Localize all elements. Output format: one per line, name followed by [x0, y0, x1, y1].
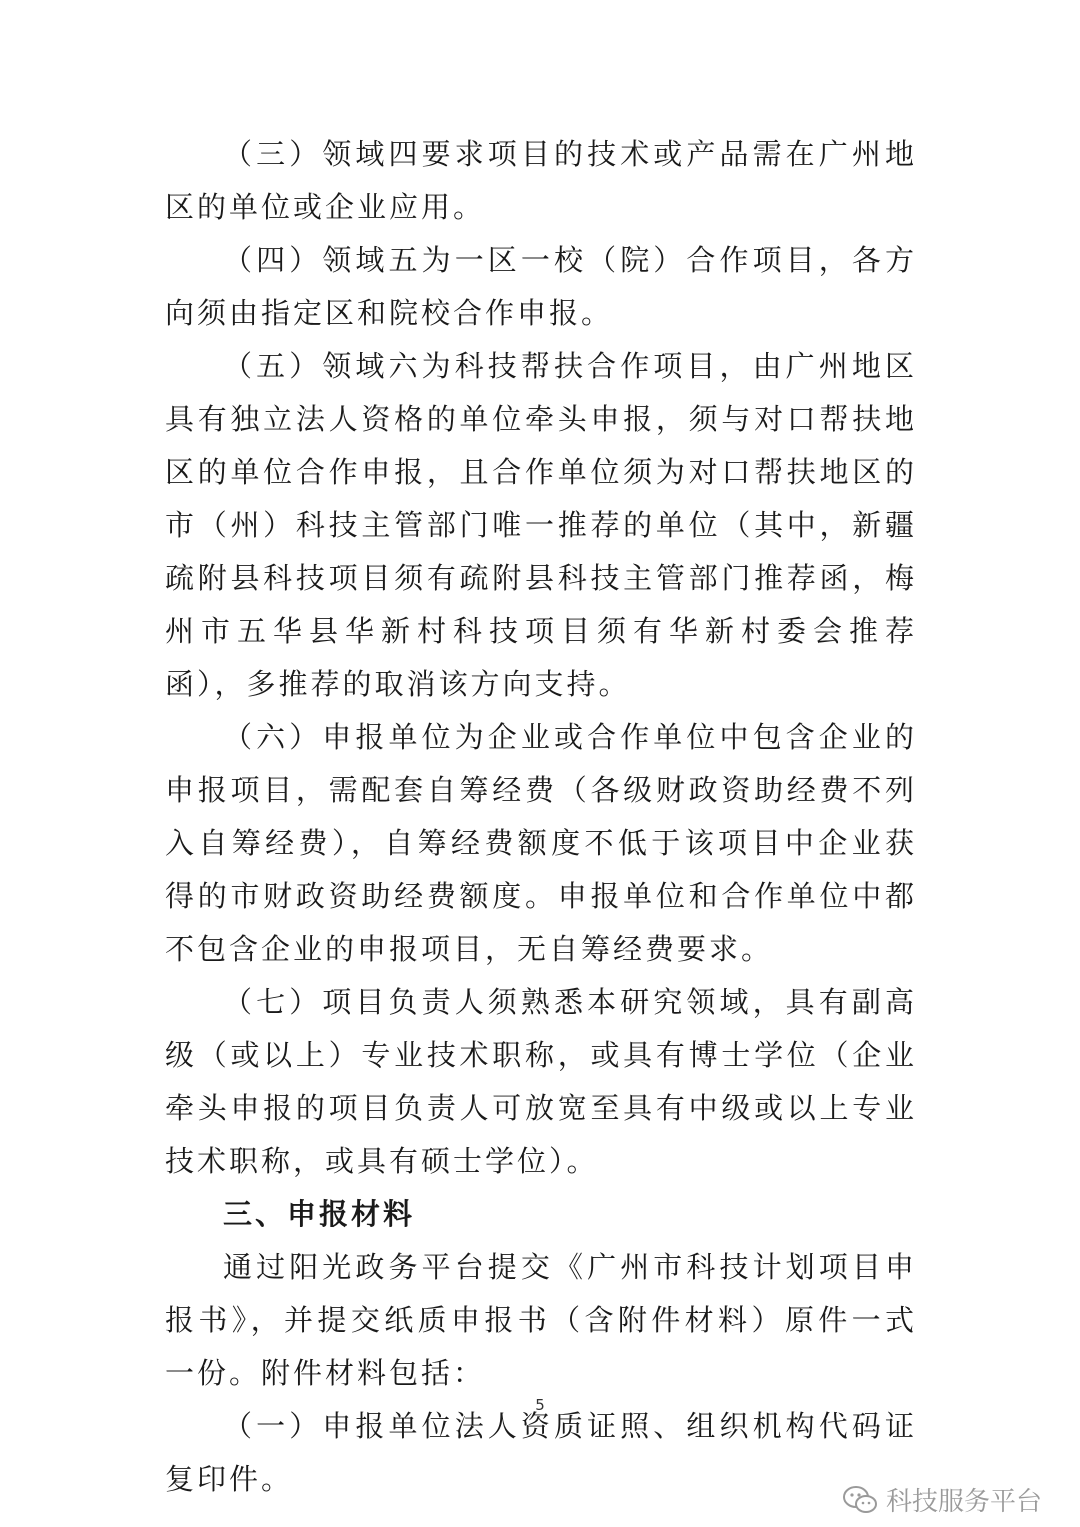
watermark — [842, 1481, 1042, 1518]
document-body — [165, 128, 917, 1506]
page-number: 5 — [535, 1396, 545, 1414]
paragraph-materials-intro: 通过阳光政务平台提交《广州市科技计划项目申报书》，并提交纸质申报书（含附件材料）原件一式一份。附件材料包括： — [165, 1250, 917, 1390]
wechat-icon — [842, 1485, 878, 1515]
paragraph-field-6: （五）领域六为科技帮扶合作项目，由广州地区具有独立法人资格的单位牵头申报，须与对口帮扶地区的单位合作申报，且合作单位须为对口帮扶地区的市（州）科技主管部门唯一推荐的单位（其中，新疆疏附县科技项目须有疏附县科技主管部门推荐函，梅州市五华县华新村科技项目须有华新村委会推荐函），多推荐的取消该方向支持。 — [165, 349, 917, 701]
section-heading: 三、申报材料 — [223, 1197, 416, 1231]
watermark-text: 科技服务平台 — [885, 1487, 1042, 1517]
paragraph-materials-item-1: （一）申报单位法人资质证照、组织机构代码证复印件。 — [165, 1409, 917, 1496]
paragraph-field-requirement-7: （七）项目负责人须熟悉本研究领域，具有副高级（或以上）专业技术职称，或具有博士学位（企业牵头申报的项目负责人可放宽至具有中级或以上专业技术职称，或具有硕士学位）。 — [165, 985, 917, 1178]
paragraph-field-4: （三）领域四要求项目的技术或产品需在广州地区的单位或企业应用。 — [165, 137, 917, 224]
paragraph-field-5: （四）领域五为一区一校（院）合作项目，各方向须由指定区和院校合作申报。 — [165, 243, 917, 330]
paragraph-field-requirement-6: （六）申报单位为企业或合作单位中包含企业的申报项目，需配套自筹经费（各级财政资助经费不列入自筹经费），自筹经费额度不低于该项目中企业获得的市财政资助经费额度。申报单位和合作单位中都不包含企业的申报项目，无自筹经费要求。 — [165, 720, 917, 966]
